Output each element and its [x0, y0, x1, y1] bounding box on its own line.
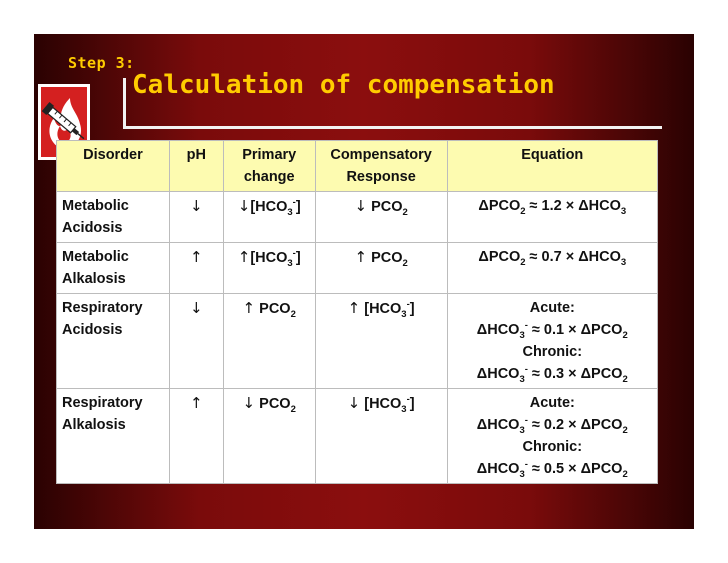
- eq-left: ΔPCO: [478, 198, 521, 214]
- header-equation: Equation: [447, 141, 657, 192]
- primary-text: [HCO: [250, 250, 288, 266]
- eq-left-sub: 2: [520, 256, 526, 268]
- disorder-line1: Respiratory: [62, 300, 143, 316]
- compensatory-cell: [315, 192, 447, 243]
- arrow-icon: ↑: [354, 248, 368, 266]
- primary-sub: 2: [290, 403, 296, 415]
- primary-change-cell: [223, 243, 315, 294]
- chronic-left-sup: -: [524, 364, 528, 376]
- eq-right-sub: 3: [620, 205, 627, 217]
- chronic-left: ΔHCO: [476, 461, 520, 477]
- header-primary-line2: change: [243, 169, 295, 185]
- equation-cell: [447, 192, 657, 243]
- primary-change-cell: [223, 192, 315, 243]
- primary-change-cell: [223, 294, 315, 389]
- chronic-left-sub: 3: [519, 468, 525, 480]
- disorder-line1: Metabolic: [62, 249, 129, 265]
- comp-end: ]: [409, 396, 415, 412]
- compensatory-cell: [315, 243, 447, 294]
- compensatory-cell: [315, 389, 447, 484]
- slide-title: Calculation of compensation: [132, 70, 555, 100]
- header-compensatory-response: [315, 141, 447, 192]
- equation-cell: [447, 389, 657, 484]
- ph-cell: [169, 243, 223, 294]
- primary-text: PCO: [259, 396, 291, 412]
- disorder-line2: Acidosis: [62, 322, 123, 338]
- acute-left: ΔHCO: [476, 322, 520, 338]
- eq-left: ΔPCO: [478, 249, 521, 265]
- primary-sub: 2: [290, 308, 296, 320]
- ph-cell: [169, 294, 223, 389]
- acute-left-sub: 3: [519, 329, 525, 341]
- disorder-cell: [57, 243, 170, 294]
- primary-end: ]: [295, 250, 301, 266]
- acute-right-sub: 2: [622, 424, 628, 436]
- chronic-mid: ≈ 0.3 × ΔPCO: [527, 366, 623, 382]
- eq-right-sub: 3: [620, 256, 627, 268]
- primary-sup: -: [292, 197, 296, 209]
- primary-sup: -: [292, 248, 296, 260]
- acute-label: Acute:: [529, 300, 575, 316]
- acute-mid: ≈ 0.1 × ΔPCO: [527, 322, 623, 338]
- arrow-icon: ↑: [190, 394, 203, 412]
- ph-cell: [169, 192, 223, 243]
- disorder-cell: [57, 389, 170, 484]
- comp-text: [HCO: [364, 396, 402, 412]
- header-primary-line1: Primary: [242, 147, 297, 163]
- comp-sup: -: [406, 394, 410, 406]
- disorder-cell: [57, 294, 170, 389]
- compensation-table: [56, 140, 658, 484]
- primary-change-cell: [223, 389, 315, 484]
- table-header-row: [57, 141, 658, 192]
- disorder-line2: Alkalosis: [62, 417, 126, 433]
- chronic-label: Chronic:: [522, 344, 583, 360]
- chronic-mid: ≈ 0.5 × ΔPCO: [527, 461, 623, 477]
- arrow-icon: ↑: [347, 299, 361, 317]
- comp-text: [HCO: [364, 301, 402, 317]
- acute-left-sup: -: [524, 320, 528, 332]
- chronic-left-sub: 3: [519, 373, 525, 385]
- acute-left: ΔHCO: [476, 417, 520, 433]
- acute-left-sub: 3: [519, 424, 525, 436]
- disorder-line1: Respiratory: [62, 395, 143, 411]
- arrow-icon: ↓: [354, 197, 368, 215]
- disorder-line2: Acidosis: [62, 220, 123, 236]
- primary-text: PCO: [259, 301, 291, 317]
- arrow-icon: ↓: [347, 394, 361, 412]
- compensation-table-wrapper: [56, 140, 658, 484]
- eq-mid: ≈ 0.7 × ΔHCO: [525, 249, 621, 265]
- arrow-icon: ↓: [242, 394, 256, 412]
- ph-cell: [169, 389, 223, 484]
- header-comp-line1: Compensatory: [330, 147, 432, 163]
- comp-end: ]: [409, 301, 415, 317]
- arrow-icon: ↑: [242, 299, 256, 317]
- header-ph: pH: [169, 141, 223, 192]
- table-row: [57, 294, 658, 389]
- eq-mid: ≈ 1.2 × ΔHCO: [525, 198, 621, 214]
- equation-cell: [447, 243, 657, 294]
- compensatory-cell: [315, 294, 447, 389]
- comp-sub: 2: [402, 206, 408, 218]
- table-row: [57, 243, 658, 294]
- eq-left-sub: 2: [520, 205, 526, 217]
- comp-sup: -: [406, 299, 410, 311]
- title-divider: [125, 126, 662, 129]
- comp-sub: 3: [401, 308, 407, 320]
- arrow-icon: ↓: [190, 299, 203, 317]
- primary-sub: 3: [287, 206, 293, 218]
- comp-text: PCO: [371, 250, 403, 266]
- header-disorder: Disorder: [57, 141, 170, 192]
- arrow-icon: ↓: [190, 197, 203, 215]
- step-label: Step 3:: [68, 54, 135, 72]
- comp-sub: 3: [401, 403, 407, 415]
- title-divider-vertical: [123, 78, 126, 129]
- acute-mid: ≈ 0.2 × ΔPCO: [527, 417, 623, 433]
- primary-sub: 3: [287, 257, 293, 269]
- disorder-line1: Metabolic: [62, 198, 129, 214]
- acute-label: Acute:: [529, 395, 575, 411]
- chronic-left: ΔHCO: [476, 366, 520, 382]
- disorder-cell: [57, 192, 170, 243]
- header-comp-line2: Response: [346, 169, 416, 185]
- table-row: [57, 192, 658, 243]
- disorder-line2: Alkalosis: [62, 271, 126, 287]
- table-row: [57, 389, 658, 484]
- acute-right-sub: 2: [622, 329, 628, 341]
- arrow-icon: ↓: [237, 197, 251, 215]
- comp-sub: 2: [402, 257, 408, 269]
- comp-text: PCO: [371, 199, 403, 215]
- header-primary-change: [223, 141, 315, 192]
- primary-end: ]: [295, 199, 301, 215]
- arrow-icon: ↑: [190, 248, 203, 266]
- chronic-right-sub: 2: [622, 468, 628, 480]
- arrow-icon: ↑: [237, 248, 251, 266]
- chronic-right-sub: 2: [622, 373, 628, 385]
- chronic-left-sup: -: [524, 459, 528, 471]
- primary-text: [HCO: [250, 199, 288, 215]
- chronic-label: Chronic:: [522, 439, 583, 455]
- equation-cell: [447, 294, 657, 389]
- acute-left-sup: -: [524, 415, 528, 427]
